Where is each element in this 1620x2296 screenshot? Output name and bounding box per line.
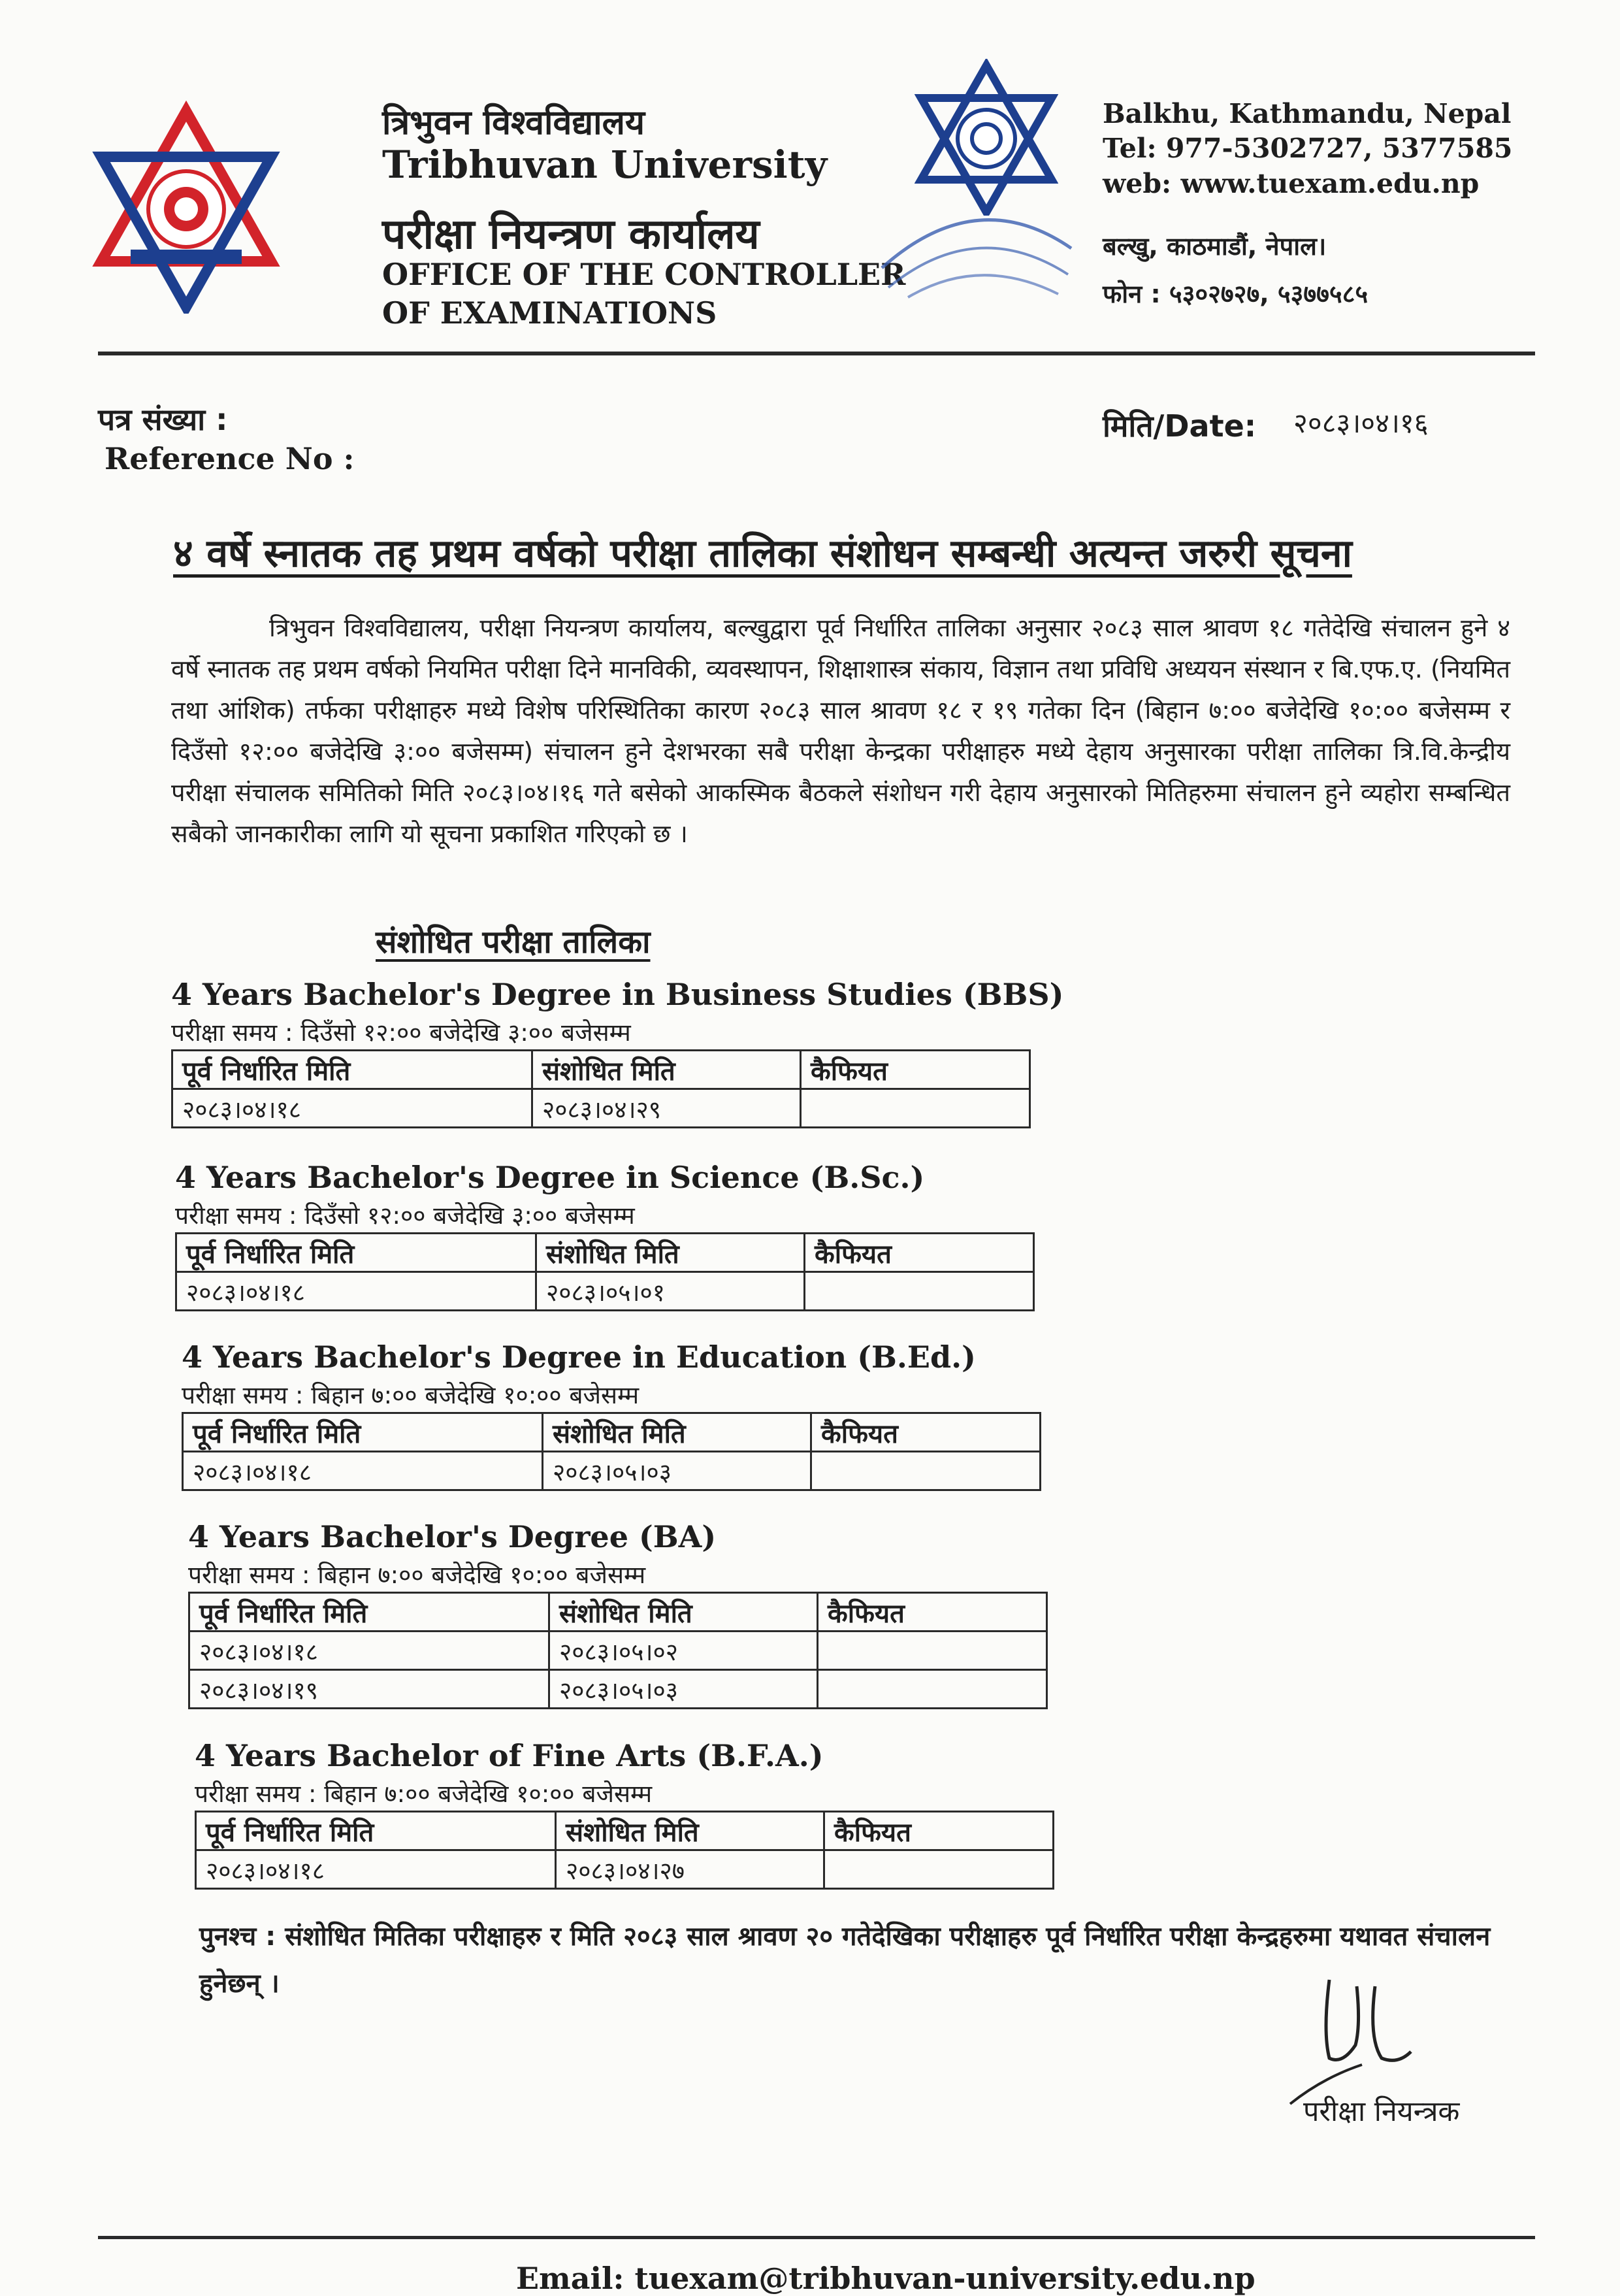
section-title: 4 Years Bachelor's Degree (BA): [188, 1519, 717, 1554]
previous-date-cell: २०८३।०४।१८: [196, 1850, 556, 1889]
revised-schedule-heading: संशोधित परीक्षा तालिका: [376, 924, 651, 960]
header-remarks: कैफियत: [824, 1812, 1054, 1850]
header-previous-date: पूर्व निर्धारित मिति: [183, 1413, 543, 1452]
remarks-cell: [824, 1850, 1054, 1889]
previous-date-cell: २०८३।०४।१८: [176, 1272, 536, 1311]
office-stamp: [869, 189, 1084, 301]
address-english: Balkhu, Kathmandu, Nepal: [1103, 98, 1512, 129]
header-remarks: कैफियत: [818, 1593, 1047, 1632]
header-previous-date: पूर्व निर्धारित मिति: [176, 1234, 536, 1272]
schedule-section-bfa: [195, 1738, 1054, 1890]
revised-date-cell: २०८३।०५।०२: [549, 1632, 818, 1670]
postscript-text: संशोधित मितिका परीक्षाहरु र मिति २०८३ साल श्रावण २० गतेदेखिका परीक्षाहरु पूर्व निर्धारित परीक्षा केन्द्रहरुमा यथावत संचालन हुनेछन् ।: [199, 1922, 1491, 1999]
office-name-english-line2: OF EXAMINATIONS: [382, 295, 717, 331]
table-header-row: [172, 1051, 1030, 1089]
telephone-english: Tel: 977-5302727, 5377585: [1103, 133, 1513, 164]
footer-email: Email: tuexam@tribhuvan-university.edu.np: [516, 2261, 1256, 2296]
notice-body: त्रिभुवन विश्वविद्यालय, परीक्षा नियन्त्रण कार्यालय, बल्खुद्वारा पूर्व निर्धारित तालिका अनुसार २०८३ साल श्रावण १८ गतेदेखि संचालन हुने ४ वर्षे स्नातक तह प्रथम वर्षको नियमित परीक्षा दिने मानविकी, व्यवस्थापन, शिक्षाशास्त्र संकाय, विज्ञान तथा प्रविधि अध्ययन संस्थान र बि.एफ.ए. (नियमित तथा आंशिक) तर्फका परीक्षाहरु मध्ये विशेष परिस्थितिका कारण २०८३ साल श्रावण १८ र १९ गतेका दिन (बिहान ७:०० बजेदेखि १०:०० बजेसम्म र दिउँसो १२:०० बजेदेखि ३:०० बजेसम्म) संचालन हुने देशभरका सबै परीक्षा केन्द्रका परीक्षाहरु मध्ये देहाय अनुसारका परीक्षा तालिका त्रि.वि.केन्द्रीय परीक्षा संचालक समितिको मिति २०८३।०४।१६ गते बसेको आकस्मिक बैठकले संशोधन गरी देहाय अनुसारको मितिहरुमा संचालन हुने व्यहोरा सम्बन्धित सबैको जानकारीका लागि यो सूचना प्रकाशित गरिएको छ ।: [171, 614, 1510, 848]
schedule-section-bsc: [175, 1160, 1035, 1311]
schedule-table: [195, 1811, 1054, 1890]
revised-date-cell: २०८३।०४।२९: [532, 1089, 801, 1128]
revised-date-cell: २०८३।०५।०३: [543, 1452, 811, 1490]
previous-date-cell: २०८३।०४।१८: [189, 1632, 549, 1670]
website: web: www.tuexam.edu.np: [1103, 168, 1480, 199]
header-previous-date: पूर्व निर्धारित मिति: [189, 1593, 549, 1632]
exam-time: परीक्षा समय : दिउँसो १२:०० बजेदेखि ३:०० बजेसम्म: [171, 1019, 631, 1047]
section-title: 4 Years Bachelor's Degree in Science (B.Sc.): [175, 1160, 925, 1195]
university-name-english: Tribhuvan University: [382, 142, 828, 187]
exam-time: परीक्षा समय : बिहान ७:०० बजेदेखि १०:०० बजेसम्म: [188, 1561, 646, 1589]
header-revised-date: संशोधित मिति: [532, 1051, 801, 1089]
schedule-table: [182, 1412, 1041, 1491]
header-remarks: कैफियत: [805, 1234, 1034, 1272]
revised-date-cell: २०८३।०५।०३: [549, 1670, 818, 1709]
exam-time: परीक्षा समय : बिहान ७:०० बजेदेखि १०:०० बजेसम्म: [195, 1780, 653, 1808]
schedule-section-ba: [188, 1519, 1048, 1709]
schedule-table: [171, 1049, 1031, 1128]
header-revised-date: संशोधित मिति: [536, 1234, 805, 1272]
remarks-cell: [811, 1452, 1041, 1490]
reference-label-nepali: पत्र संख्या :: [98, 402, 228, 437]
tu-logo-left: [91, 98, 281, 314]
section-title: 4 Years Bachelor of Fine Arts (B.F.A.): [195, 1738, 824, 1773]
revised-date-cell: २०८३।०५।०१: [536, 1272, 805, 1311]
table-row: [176, 1272, 1034, 1311]
exam-time: परीक्षा समय : दिउँसो १२:०० बजेदेखि ३:०० बजेसम्म: [175, 1202, 635, 1230]
section-title: 4 Years Bachelor's Degree in Business Studies (BBS): [171, 977, 1064, 1012]
office-name-nepali: परीक्षा नियन्त्रण कार्यालय: [382, 210, 760, 259]
table-row: [189, 1632, 1047, 1670]
address-nepali: बल्खु, काठमाडौं, नेपाल।: [1103, 232, 1327, 261]
previous-date-cell: २०८३।०४।१८: [183, 1452, 543, 1490]
reference-label-english: Reference No :: [105, 441, 355, 476]
schedule-section-bbs: [171, 977, 1063, 1128]
remarks-cell: [805, 1272, 1034, 1311]
revised-date-cell: २०८३।०४।२७: [556, 1850, 824, 1889]
table-row: [196, 1850, 1054, 1889]
header-previous-date: पूर्व निर्धारित मिति: [172, 1051, 532, 1089]
phone-nepali: फोन : ५३०२७२७, ५३७७५८५: [1103, 280, 1369, 308]
postscript-label: पुनश्च :: [199, 1922, 276, 1952]
date-value: २०८३।०४।१६: [1293, 407, 1429, 439]
schedule-table: [188, 1592, 1048, 1709]
table-header-row: [196, 1812, 1054, 1850]
previous-date-cell: २०८३।०४।१९: [189, 1670, 549, 1709]
header-revised-date: संशोधित मिति: [543, 1413, 811, 1452]
date-label: मिति/Date:: [1103, 408, 1257, 444]
table-row: [172, 1089, 1030, 1128]
table-header-row: [189, 1593, 1047, 1632]
header-previous-date: पूर्व निर्धारित मिति: [196, 1812, 556, 1850]
schedule-table: [175, 1232, 1035, 1311]
header-revised-date: संशोधित मिति: [549, 1593, 818, 1632]
signature: [1284, 1960, 1427, 2110]
schedule-section-bed: [182, 1339, 1041, 1491]
remarks-cell: [818, 1670, 1047, 1709]
previous-date-cell: २०८३।०४।१८: [172, 1089, 532, 1128]
university-name-nepali: त्रिभुवन विश्वविद्यालय: [382, 103, 645, 142]
remarks-cell: [801, 1089, 1030, 1128]
office-name-english-line1: OFFICE OF THE CONTROLLER: [382, 257, 906, 292]
table-header-row: [176, 1234, 1034, 1272]
notice-title: ४ वर्षे स्नातक तह प्रथम वर्षको परीक्षा तालिका संशोधन सम्बन्धी अत्यन्त जरुरी सूचना: [173, 531, 1352, 576]
section-title: 4 Years Bachelor's Degree in Education (B.Ed.): [182, 1339, 976, 1375]
header-revised-date: संशोधित मिति: [556, 1812, 824, 1850]
remarks-cell: [818, 1632, 1047, 1670]
table-row: [189, 1670, 1047, 1709]
signatory-title: परीक्षा नियन्त्रक: [1303, 2095, 1460, 2128]
header-remarks: कैफियत: [811, 1413, 1041, 1452]
footer-divider: [98, 2236, 1535, 2239]
table-header-row: [183, 1413, 1041, 1452]
header-remarks: कैफियत: [801, 1051, 1030, 1089]
exam-time: परीक्षा समय : बिहान ७:०० बजेदेखि १०:०० बजेसम्म: [182, 1381, 640, 1409]
table-row: [183, 1452, 1041, 1490]
header-divider: [98, 352, 1535, 355]
